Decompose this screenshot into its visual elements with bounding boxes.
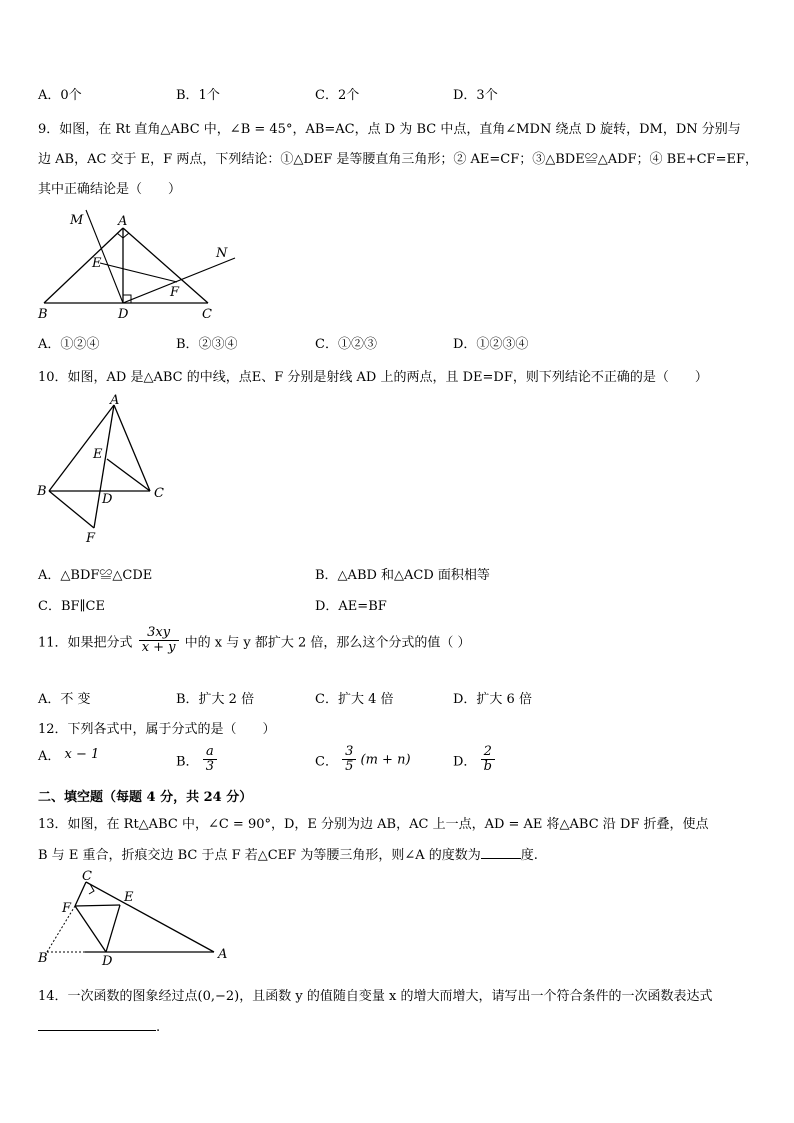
q10-label-E: E <box>93 447 103 462</box>
q9-label-D: D <box>118 307 129 322</box>
q11-suffix: 中的 x 与 y 都扩大 2 倍，那么这个分式的值（ ） <box>184 635 471 651</box>
section-title-fill-blank: 二、填空题（每题 4 分，共 24 分） <box>38 790 253 805</box>
q12-option-d-prefix: D． <box>453 754 477 770</box>
q9-option-d: D．①②③④ <box>453 337 529 352</box>
q14-end-period: . <box>156 1020 161 1035</box>
q13-label-C: C <box>82 869 92 884</box>
q9-option-a: A．①②④ <box>38 337 100 352</box>
q9-figure <box>30 205 250 325</box>
q14-stem-line1: 14．一次函数的图象经过点(0,−2)，且函数 y 的值随自变量 x 的增大而增大，请写出一个符合条件的一次函数表达式 <box>38 989 713 1004</box>
q8-option-a: A．0个 <box>38 88 82 103</box>
q12-option-c <box>315 745 411 775</box>
q10-option-b: B．△ABD 和△ACD 面积相等 <box>315 568 490 583</box>
q13-answer-blank[interactable] <box>481 846 521 859</box>
q8-option-c: C．2个 <box>315 88 360 103</box>
q12-option-d-fraction <box>481 745 495 775</box>
q14-answer-blank[interactable] <box>38 1016 156 1031</box>
q13-label-F: F <box>62 901 72 916</box>
q12-option-a-expr: x − 1 <box>64 747 100 762</box>
q11-option-b: B．扩大 2 倍 <box>176 692 255 707</box>
q12-option-c-fraction <box>342 745 356 775</box>
q11-option-d: D．扩大 6 倍 <box>453 692 532 707</box>
q11-prefix: 11．如果把分式 <box>38 635 133 651</box>
q11-fraction <box>139 626 179 656</box>
q12-option-c-num: 3 <box>342 745 356 760</box>
q13-label-A: A <box>218 947 228 962</box>
q12-option-c-den: 5 <box>345 759 354 775</box>
q9-label-C: C <box>202 307 212 322</box>
q9-label-B: B <box>38 307 48 322</box>
q13-line2-text: B 与 E 重合，折痕交边 BC 于点 F 若△CEF 为等腰三角形，则∠A 的度数为 <box>38 848 481 863</box>
q9-label-A: A <box>118 214 128 229</box>
q11-option-c: C．扩大 4 倍 <box>315 692 394 707</box>
q13-line2-end: 度. <box>520 848 538 863</box>
q13-figure <box>30 868 235 968</box>
q12-option-b-den: 3 <box>205 759 214 775</box>
q12-option-c-tail: (m + n) <box>360 752 411 768</box>
q12-option-d <box>453 745 495 775</box>
q13-label-D: D <box>102 954 113 968</box>
q12-option-d-num: 2 <box>481 745 495 760</box>
q12-option-d-den: b <box>483 759 492 775</box>
q12-option-b <box>176 745 217 775</box>
q11-denominator: x + y <box>141 640 176 656</box>
q9-label-M: M <box>70 213 84 228</box>
q10-label-C: C <box>154 486 164 501</box>
q11-option-a: A．不 变 <box>38 692 91 707</box>
q8-option-d: D．3个 <box>453 88 498 103</box>
q9-label-F: F <box>170 285 180 300</box>
q9-stem-line2: 边 AB，AC 交于 E，F 两点，下列结论：①△DEF 是等腰直角三角形；② AE=CF；③△BDE≌△ADF；④ BE+CF=EF， <box>38 152 758 167</box>
q12-stem: 12．下列各式中，属于分式的是（ ） <box>38 722 276 737</box>
q10-option-a: A．△BDF≌△CDE <box>38 568 153 583</box>
q13-label-B: B <box>38 951 48 966</box>
q13-stem-line2 <box>38 844 538 863</box>
q11-stem <box>38 626 471 656</box>
q13-label-E: E <box>124 890 134 905</box>
q11-numerator: 3xy <box>139 626 179 641</box>
q12-option-a <box>38 745 99 764</box>
q10-stem: 10．如图，AD 是△ABC 的中线，点E、F 分别是射线 AD 上的两点，且 DE=DF，则下列结论不正确的是（ ） <box>38 370 708 385</box>
q12-option-c-prefix: C． <box>315 754 338 770</box>
q10-option-c: C．BF∥CE <box>38 599 105 614</box>
q12-option-b-num: a <box>203 745 217 760</box>
q9-label-E: E <box>92 256 102 271</box>
q9-option-b: B．②③④ <box>176 337 238 352</box>
q8-option-b: B．1个 <box>176 88 220 103</box>
q13-stem-line1: 13．如图，在 Rt△ABC 中，∠C = 90°，D，E 分别为边 AB，AC 上一点，AD = AE 将△ABC 沿 DF 折叠，使点 <box>38 817 709 832</box>
q10-label-F: F <box>86 531 96 546</box>
q9-label-N: N <box>216 246 228 261</box>
q12-option-b-prefix: B． <box>176 754 199 770</box>
q9-stem-line1: 9．如图，在 Rt 直角△ABC 中，∠B = 45°，AB=AC，点 D 为 BC 中点，直角∠MDN 绕点 D 旋转，DM，DN 分别与 <box>38 122 741 137</box>
q9-stem-line3: 其中正确结论是（ ） <box>38 182 182 197</box>
q10-label-A: A <box>110 393 120 408</box>
q9-option-c: C．①②③ <box>315 337 377 352</box>
q10-figure <box>30 392 180 547</box>
q14-answer-line <box>38 1016 160 1035</box>
q10-option-d: D．AE=BF <box>315 599 387 614</box>
q10-label-D: D <box>102 492 113 507</box>
q10-label-B: B <box>37 484 47 499</box>
q12-option-a-prefix: A． <box>38 749 61 764</box>
q12-option-b-fraction <box>203 745 217 775</box>
